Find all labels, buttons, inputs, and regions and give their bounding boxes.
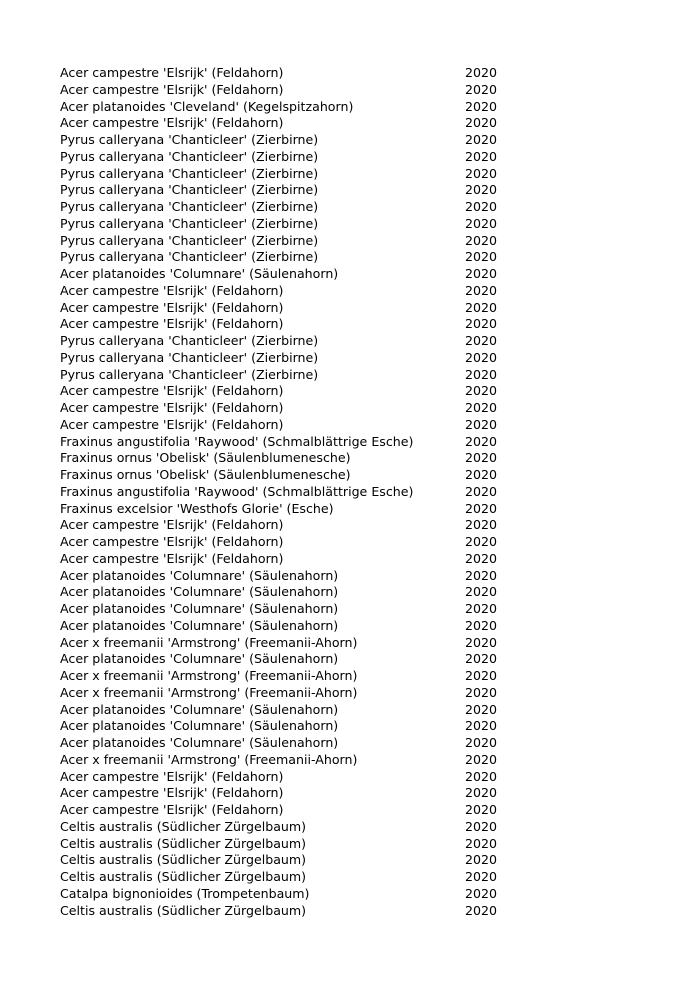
tree-name: Fraxinus excelsior 'Westhofs Glorie' (Esche): [60, 500, 334, 516]
list-item: [60, 802, 520, 819]
list-item: [60, 450, 520, 467]
tree-name: Fraxinus ornus 'Obelisk' (Säulenblumenesche): [60, 467, 351, 482]
list-item: [60, 685, 520, 702]
tree-name: Acer platanoides 'Columnare' (Säulenahorn): [60, 601, 339, 616]
list-item: [60, 551, 520, 568]
list-item: [60, 216, 520, 233]
tree-name: Fraxinus angustifolia 'Raywood' (Schmalblättrige Esche): [60, 433, 414, 449]
planting-year: 2020: [465, 182, 498, 198]
planting-year: 2020: [465, 416, 498, 432]
planting-year: 2020: [465, 869, 498, 884]
planting-year: 2020: [465, 165, 498, 181]
list-item: [60, 115, 520, 132]
tree-name: Pyrus calleryana 'Chanticleer' (Zierbirne): [60, 249, 319, 265]
list-item: [60, 752, 520, 769]
tree-name: Fraxinus ornus 'Obelisk' (Säulenblumenesche): [60, 450, 351, 466]
list-item: [60, 300, 520, 317]
tree-name: Acer platanoides 'Cleveland' (Kegelspitzahorn): [60, 98, 354, 114]
planting-year: 2020: [465, 500, 498, 516]
planting-year: 2020: [465, 718, 498, 734]
list-item: [60, 82, 520, 99]
planting-year: 2020: [465, 199, 498, 214]
planting-year: 2020: [465, 684, 498, 700]
planting-year: 2020: [465, 701, 498, 717]
list-item: [60, 852, 520, 869]
planting-year: 2020: [465, 668, 498, 683]
planting-year: 2020: [465, 483, 498, 499]
list-item: [60, 283, 520, 300]
list-item: [60, 199, 520, 216]
tree-name: Acer x freemanii 'Armstrong' (Freemanii-Ahorn): [60, 634, 358, 650]
planting-year: 2020: [465, 65, 498, 80]
planting-year: 2020: [465, 751, 498, 767]
tree-name: Acer campestre 'Elsrijk' (Feldahorn): [60, 534, 284, 549]
list-item: [60, 785, 520, 802]
planting-year: 2020: [465, 567, 498, 583]
planting-year: 2020: [465, 768, 498, 784]
tree-name: Acer platanoides 'Columnare' (Säulenahorn): [60, 617, 339, 633]
tree-name: Acer campestre 'Elsrijk' (Feldahorn): [60, 768, 284, 784]
tree-name: Pyrus calleryana 'Chanticleer' (Zierbirne): [60, 182, 319, 198]
tree-name: Acer campestre 'Elsrijk' (Feldahorn): [60, 282, 284, 298]
tree-name: Acer campestre 'Elsrijk' (Feldahorn): [60, 299, 284, 315]
planting-year: 2020: [465, 467, 498, 482]
planting-year: 2020: [465, 232, 498, 248]
list-item: [60, 702, 520, 719]
planting-year: 2020: [465, 299, 498, 315]
tree-name: Pyrus calleryana 'Chanticleer' (Zierbirne): [60, 199, 319, 214]
list-item: [60, 869, 520, 886]
list-item: [60, 400, 520, 417]
planting-year: 2020: [465, 835, 498, 851]
planting-year: 2020: [465, 584, 498, 600]
planting-year: 2020: [465, 550, 498, 566]
tree-name: Pyrus calleryana 'Chanticleer' (Zierbirne): [60, 148, 319, 164]
planting-year: 2020: [465, 266, 498, 281]
tree-name: Acer campestre 'Elsrijk' (Feldahorn): [60, 517, 284, 533]
tree-name: Acer campestre 'Elsrijk' (Feldahorn): [60, 416, 284, 432]
planting-year: 2020: [465, 249, 498, 265]
list-item: [60, 534, 520, 551]
planting-year: 2020: [465, 215, 498, 231]
tree-name: Acer platanoides 'Columnare' (Säulenahorn): [60, 701, 339, 717]
planting-year: 2020: [465, 617, 498, 633]
planting-year: 2020: [465, 450, 498, 466]
planting-year: 2020: [465, 316, 498, 332]
list-item: [60, 618, 520, 635]
tree-name: Acer platanoides 'Columnare' (Säulenahorn): [60, 266, 339, 281]
planting-year: 2020: [465, 634, 498, 650]
tree-name: Acer platanoides 'Columnare' (Säulenahorn): [60, 584, 339, 600]
planting-year: 2020: [465, 433, 498, 449]
tree-name: Celtis australis (Südlicher Zürgelbaum): [60, 818, 307, 834]
planting-year: 2020: [465, 852, 498, 868]
tree-name: Acer x freemanii 'Armstrong' (Freemanii-Ahorn): [60, 751, 358, 767]
planting-year: 2020: [465, 818, 498, 834]
tree-name: Pyrus calleryana 'Chanticleer' (Zierbirne): [60, 232, 319, 248]
planting-year: 2020: [465, 802, 498, 817]
list-item: [60, 819, 520, 836]
tree-name: Acer campestre 'Elsrijk' (Feldahorn): [60, 802, 284, 817]
tree-name: Pyrus calleryana 'Chanticleer' (Zierbirne): [60, 215, 319, 231]
tree-name: Acer campestre 'Elsrijk' (Feldahorn): [60, 550, 284, 566]
tree-name: Acer x freemanii 'Armstrong' (Freemanii-Ahorn): [60, 684, 358, 700]
list-item: [60, 166, 520, 183]
list-item: [60, 735, 520, 752]
list-item: [60, 568, 520, 585]
list-item: [60, 99, 520, 116]
tree-name: Acer campestre 'Elsrijk' (Feldahorn): [60, 81, 284, 97]
list-item: [60, 501, 520, 518]
planting-year: 2020: [465, 601, 498, 616]
list-item: [60, 836, 520, 853]
tree-name: Acer campestre 'Elsrijk' (Feldahorn): [60, 316, 284, 332]
list-item: [60, 584, 520, 601]
list-item: [60, 651, 520, 668]
list-item: [60, 718, 520, 735]
tree-name: Acer platanoides 'Columnare' (Säulenahorn): [60, 718, 339, 734]
list-item: [60, 769, 520, 786]
list-item: [60, 886, 520, 903]
tree-name: Celtis australis (Südlicher Zürgelbaum): [60, 902, 307, 918]
planting-year: 2020: [465, 383, 498, 399]
list-item: [60, 467, 520, 484]
planting-year: 2020: [465, 81, 498, 97]
tree-name: Acer campestre 'Elsrijk' (Feldahorn): [60, 383, 284, 399]
planting-year: 2020: [465, 651, 498, 667]
list-item: [60, 316, 520, 333]
planting-year: 2020: [465, 735, 498, 750]
planting-year: 2020: [465, 333, 498, 348]
tree-name: Fraxinus angustifolia 'Raywood' (Schmalblättrige Esche): [60, 483, 414, 499]
planting-year: 2020: [465, 349, 498, 365]
list-item: [60, 484, 520, 501]
list-item: [60, 601, 520, 618]
tree-name: Acer campestre 'Elsrijk' (Feldahorn): [60, 65, 284, 80]
tree-name: Celtis australis (Südlicher Zürgelbaum): [60, 835, 307, 851]
list-item: [60, 417, 520, 434]
tree-name: Acer x freemanii 'Armstrong' (Freemanii-Ahorn): [60, 668, 358, 683]
planting-year: 2020: [465, 282, 498, 298]
planting-year: 2020: [465, 885, 498, 901]
planting-year: 2020: [465, 132, 498, 147]
planting-year: 2020: [465, 148, 498, 164]
tree-name: Catalpa bignonioides (Trompetenbaum): [60, 885, 310, 901]
list-item: [60, 367, 520, 384]
planting-year: 2020: [465, 400, 498, 415]
planting-year: 2020: [465, 902, 498, 918]
tree-name: Pyrus calleryana 'Chanticleer' (Zierbirne): [60, 366, 319, 382]
tree-name: Acer platanoides 'Columnare' (Säulenahorn): [60, 651, 339, 667]
list-item: [60, 149, 520, 166]
tree-name: Acer platanoides 'Columnare' (Säulenahorn): [60, 567, 339, 583]
tree-name: Celtis australis (Südlicher Zürgelbaum): [60, 852, 307, 868]
list-item: [60, 132, 520, 149]
tree-name: Pyrus calleryana 'Chanticleer' (Zierbirne): [60, 333, 319, 348]
tree-name: Acer campestre 'Elsrijk' (Feldahorn): [60, 115, 284, 131]
tree-name: Acer platanoides 'Columnare' (Säulenahorn): [60, 735, 339, 750]
planting-year: 2020: [465, 115, 498, 131]
planting-year: 2020: [465, 366, 498, 382]
list-item: [60, 517, 520, 534]
list-item: [60, 668, 520, 685]
list-item: [60, 182, 520, 199]
tree-name: Pyrus calleryana 'Chanticleer' (Zierbirne): [60, 349, 319, 365]
list-item: [60, 903, 520, 920]
list-item: [60, 635, 520, 652]
tree-name: Pyrus calleryana 'Chanticleer' (Zierbirne): [60, 165, 319, 181]
tree-list: [60, 65, 520, 919]
tree-name: Acer campestre 'Elsrijk' (Feldahorn): [60, 400, 284, 415]
tree-name: Pyrus calleryana 'Chanticleer' (Zierbirne): [60, 132, 319, 147]
list-item: [60, 350, 520, 367]
planting-year: 2020: [465, 785, 498, 801]
list-item: [60, 249, 520, 266]
planting-year: 2020: [465, 517, 498, 533]
planting-year: 2020: [465, 98, 498, 114]
list-item: [60, 383, 520, 400]
list-item: [60, 233, 520, 250]
tree-name: Acer campestre 'Elsrijk' (Feldahorn): [60, 785, 284, 801]
planting-year: 2020: [465, 534, 498, 549]
list-item: [60, 266, 520, 283]
tree-name: Celtis australis (Südlicher Zürgelbaum): [60, 869, 307, 884]
list-item: [60, 434, 520, 451]
list-item: [60, 65, 520, 82]
list-item: [60, 333, 520, 350]
